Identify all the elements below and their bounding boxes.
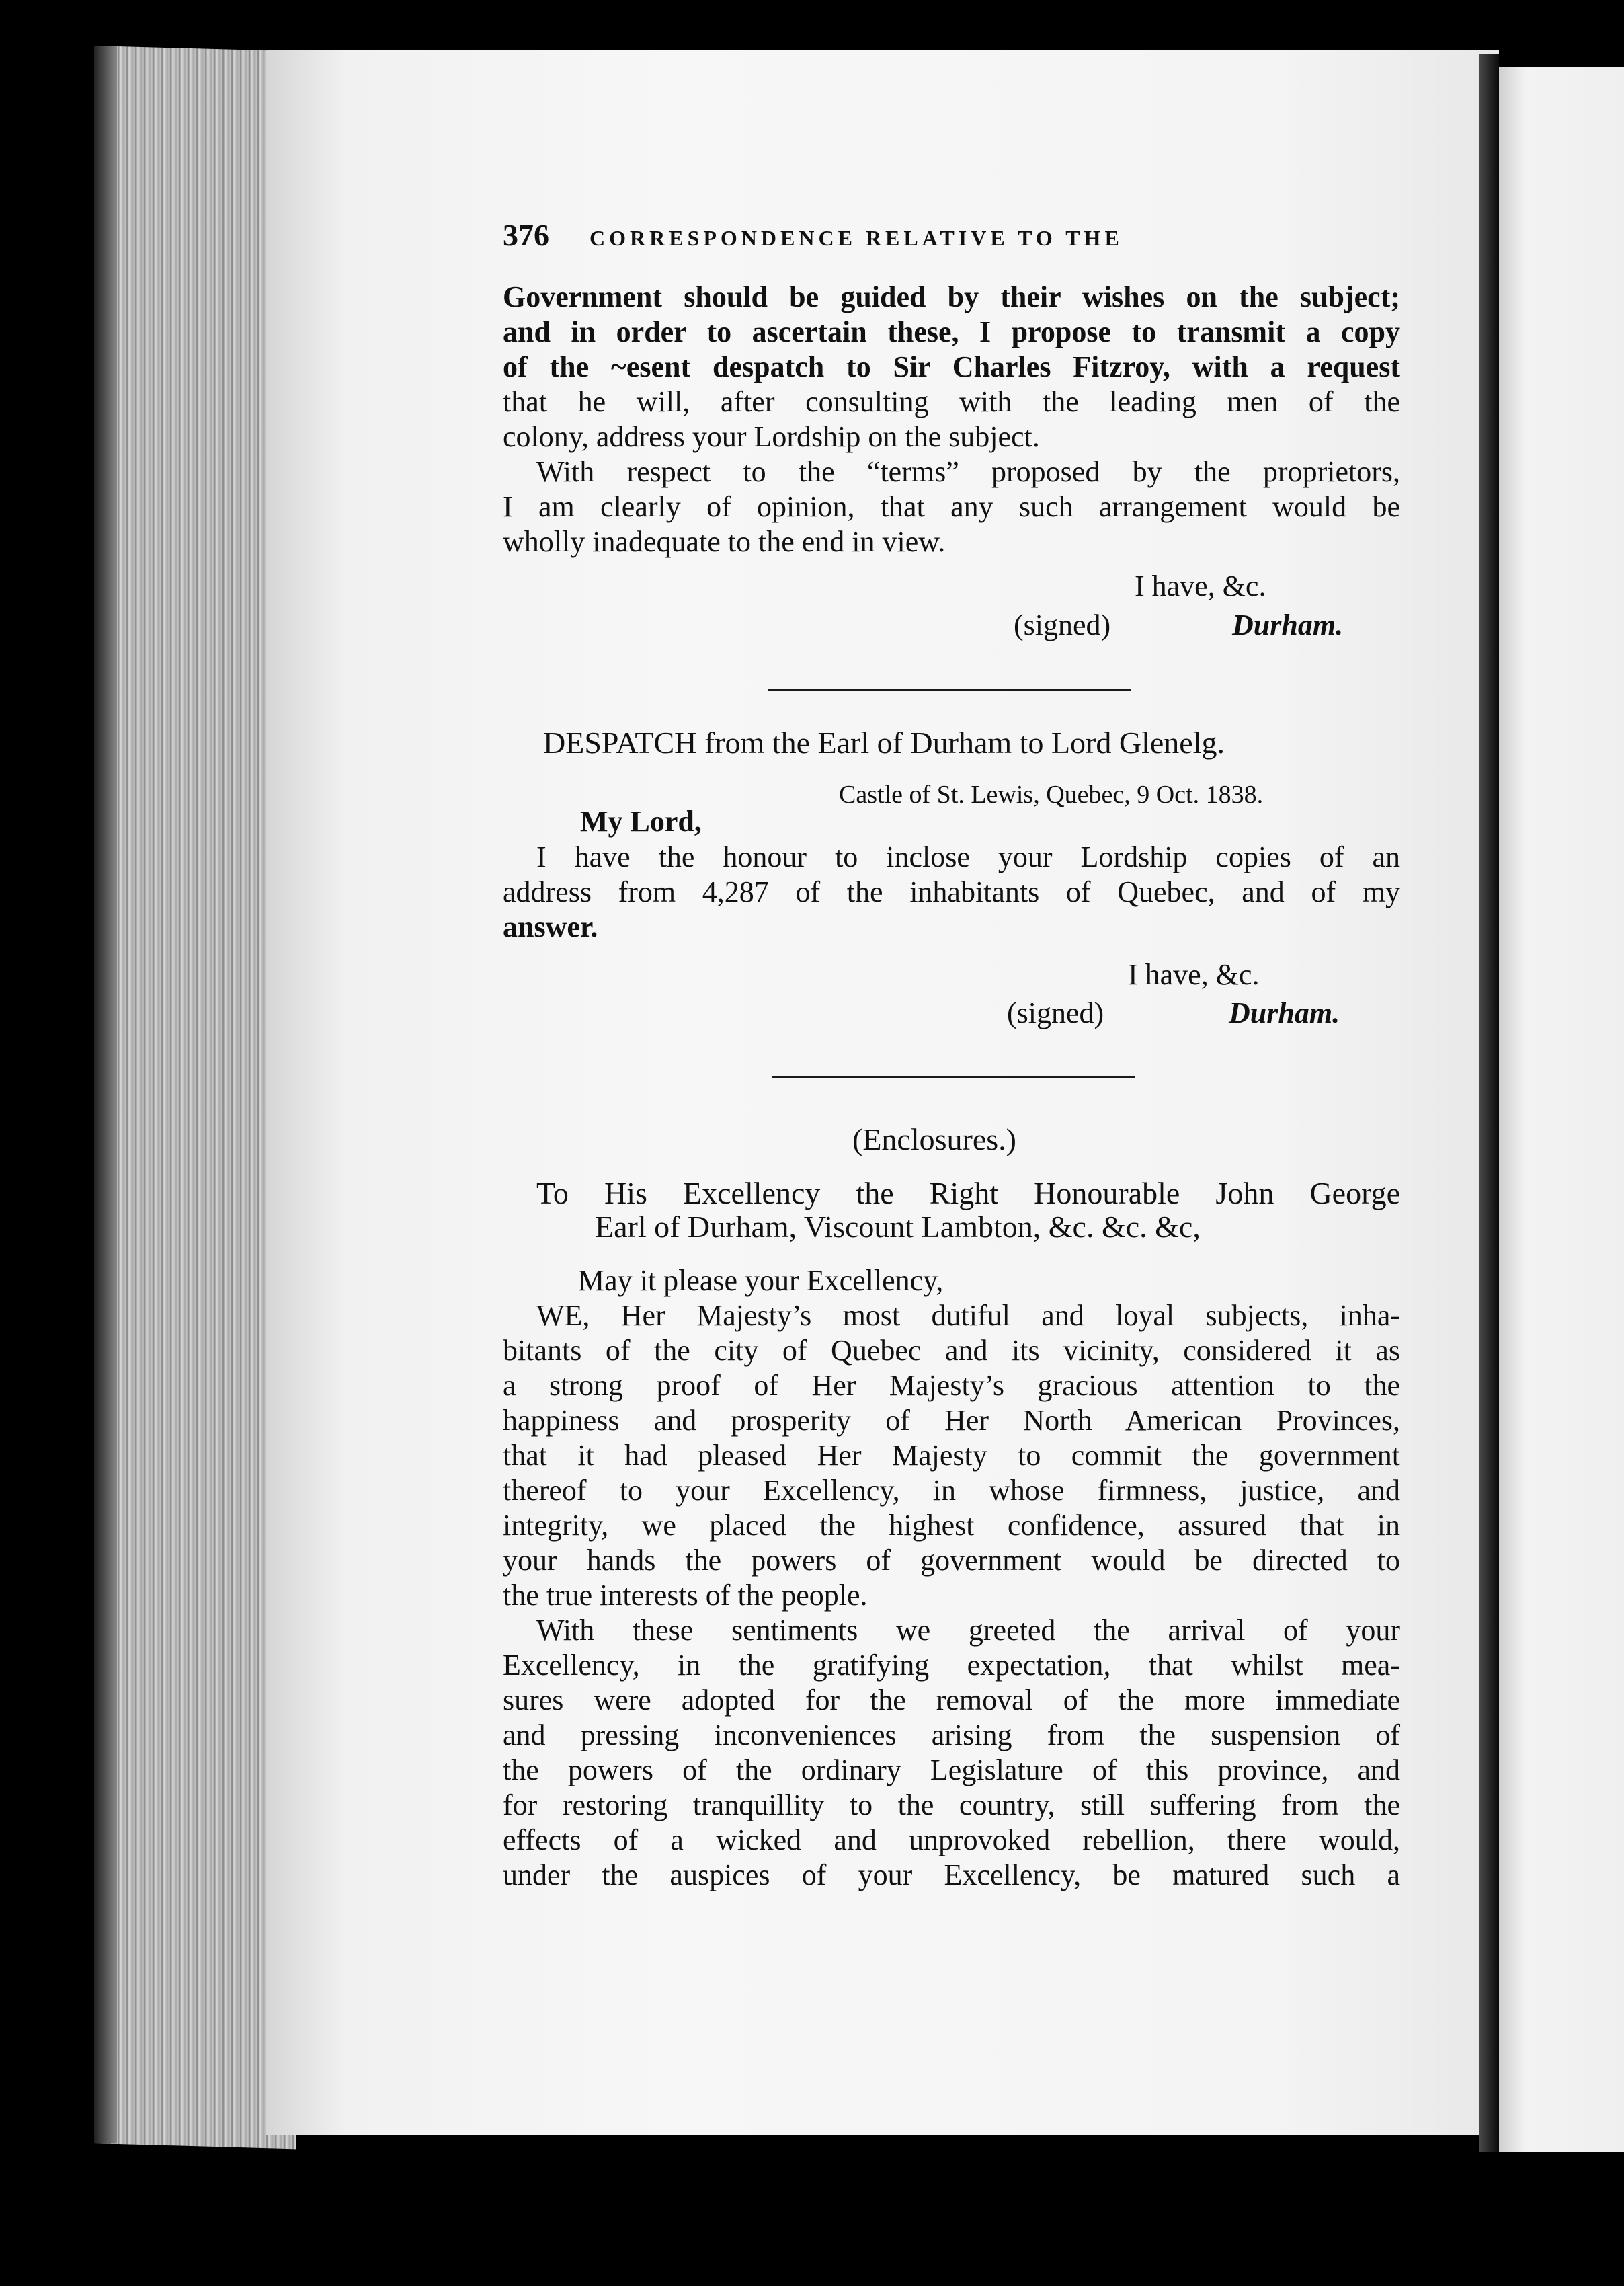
body-line: that he will, after consulting with the leading men of the [503,385,1400,418]
body-line: effects of a wicked and unprovoked rebellion, there would, [503,1823,1400,1856]
body-line: With respect to the “terms” proposed by the proprietors, [536,455,1400,488]
body-line: for restoring tranquillity to the country, still suffering from the [503,1788,1400,1821]
page-number: 376 [503,218,549,252]
address-line: To His Excellency the Right Honourable John George [536,1176,1400,1210]
body-line: and pressing inconveniences arising from the suspension of [503,1719,1400,1751]
body-line: I am clearly of opinion, that any such arrangement would be [503,490,1400,523]
body-line: I have the honour to inclose your Lordship copies of an [536,840,1400,873]
page-edge-shadow [94,46,117,2143]
signed-label: (signed) [1014,608,1111,641]
body-line: address from 4,287 of the inhabitants of Quebec, and of my [503,875,1400,908]
body-line: answer. [503,910,598,943]
body-line: sures were adopted for the removal of the more immediate [503,1684,1400,1717]
book-gutter [1479,54,1499,2152]
body-line: under the auspices of your Excellency, be matured such a [503,1858,1400,1891]
section-rule [768,689,1131,691]
body-line: and in order to ascertain these, I propose to transmit a copy [503,315,1400,348]
place-date: Castle of St. Lewis, Quebec, 9 Oct. 1838. [839,781,1264,809]
body-line: wholly inadequate to the end in view. [503,525,946,558]
body-line: your hands the powers of government would be directed to [503,1544,1400,1577]
signature: Durham. [1229,996,1340,1029]
section-rule [772,1076,1135,1078]
body-line: the true interests of the people. [503,1579,868,1612]
running-title: CORRESPONDENCE RELATIVE TO THE [590,226,1123,250]
body-line: WE, Her Majesty’s most dutiful and loyal subjects, inha- [536,1299,1400,1332]
signature: Durham. [1232,608,1344,641]
body-line: colony, address your Lordship on the subject. [503,420,1040,453]
facing-page-edge [1499,67,1624,2152]
body-line: With these sentiments we greeted the arrival of your [536,1614,1400,1647]
enclosures-heading: (Enclosures.) [852,1122,1016,1156]
despatch-heading: DESPATCH from the Earl of Durham to Lord Glenelg. [543,725,1225,760]
body-line: Excellency, in the gratifying expectation, that whilst mea- [503,1649,1400,1682]
body-line: integrity, we placed the highest confidence, assured that in [503,1509,1400,1542]
closing: I have, &c. [1128,958,1260,991]
signed-label: (signed) [1007,996,1104,1029]
salutation: May it please your Excellency, [578,1264,944,1297]
running-head [503,215,1400,255]
body-line: that it had pleased Her Majesty to commit the government [503,1439,1400,1472]
body-line: Government should be guided by their wishes on the subject; [503,280,1400,313]
body-line: bitants of the city of Quebec and its vicinity, considered it as [503,1334,1400,1367]
body-line: happiness and prosperity of Her North American Provinces, [503,1404,1400,1437]
address-line: Earl of Durham, Viscount Lambton, &c. &c. &c, [595,1210,1201,1244]
body-line: thereof to your Excellency, in whose firmness, justice, and [503,1474,1400,1507]
body-line: of the ~esent despatch to Sir Charles Fitzroy, with a request [503,350,1400,383]
salutation: My Lord, [580,805,702,838]
body-line: a strong proof of Her Majesty’s gracious attention to the [503,1369,1400,1402]
closing: I have, &c. [1135,569,1266,602]
body-line: the powers of the ordinary Legislature of this province, and [503,1753,1400,1786]
